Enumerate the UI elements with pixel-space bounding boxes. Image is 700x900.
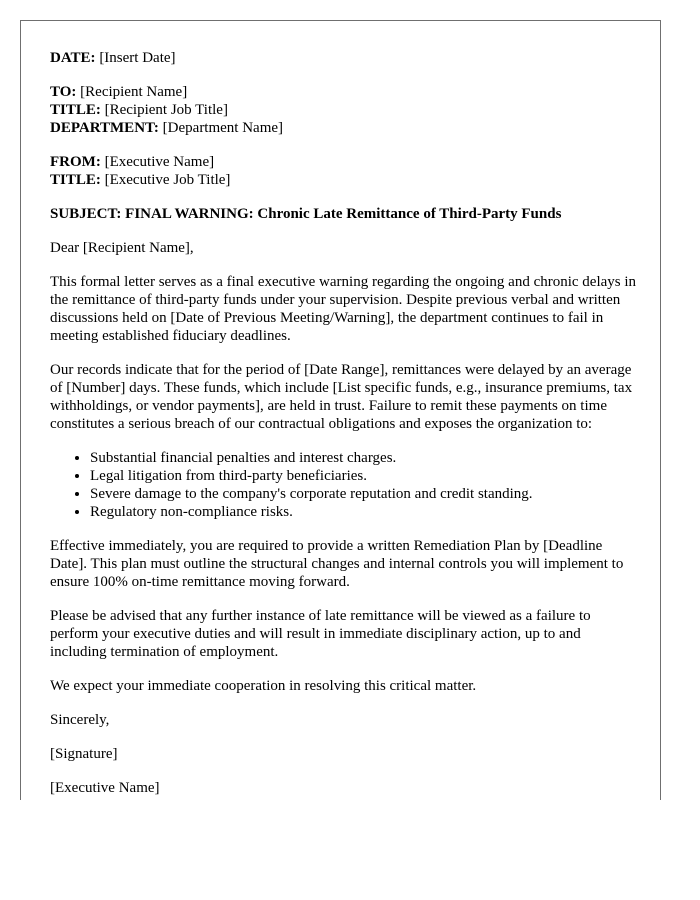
- sender-title-label: TITLE:: [50, 172, 101, 188]
- sign-off: Sincerely,: [50, 712, 110, 728]
- date-label: DATE:: [50, 50, 96, 66]
- salutation: Dear [Recipient Name],: [50, 240, 194, 256]
- executive-name: [Executive Name]: [50, 780, 160, 796]
- list-item: • Legal litigation from third-party beneficiaries.: [90, 467, 640, 485]
- body-paragraph-3: Effective immediately, you are required to provide a written Remediation Plan by [Deadline Date]. This plan must outline the structural changes and internal controls you will implement to ensure 100% on-time remittance moving forward.: [50, 538, 624, 590]
- to-label: TO:: [50, 84, 77, 100]
- department-value: [Department Name]: [158, 120, 284, 136]
- recipient-title-line: [50, 101, 640, 119]
- list-item: • Severe damage to the company's corporate reputation and credit standing.: [90, 485, 640, 503]
- sender-title-value: [Executive Job Title]: [100, 172, 231, 188]
- from-line: [50, 153, 640, 171]
- to-value: [Recipient Name]: [76, 84, 188, 100]
- body-paragraph-4: Please be advised that any further instance of late remittance will be viewed as a failure to perform your executive duties and will result in immediate disciplinary action, up to and including termination of employment.: [50, 608, 591, 660]
- sender-block: [50, 153, 640, 189]
- recipient-title-value: [Recipient Job Title]: [100, 102, 228, 118]
- body-paragraph-1: This formal letter serves as a final executive warning regarding the ongoing and chronic delays in the remittance of third-party funds under your supervision. Despite previous verbal and written discussions held on [Date of Previous Meeting/Warning], the department continues to fail in meeting established fiduciary deadlines.: [50, 274, 637, 344]
- to-line: [50, 83, 640, 101]
- date-line: [50, 49, 640, 67]
- department-line: [50, 119, 640, 137]
- list-item: • Regulatory non-compliance risks.: [90, 503, 640, 521]
- department-label: DEPARTMENT:: [50, 120, 159, 136]
- recipient-block: [50, 83, 640, 137]
- date-value: [Insert Date]: [95, 50, 176, 66]
- letter-page: [20, 20, 661, 800]
- from-label: FROM:: [50, 154, 101, 170]
- subject-line: SUBJECT: FINAL WARNING: Chronic Late Remittance of Third-Party Funds: [50, 206, 562, 222]
- letter-content: [50, 49, 640, 800]
- sender-title-line: [50, 171, 640, 189]
- list-item: • Substantial financial penalties and interest charges.: [90, 449, 640, 467]
- signature: [Signature]: [50, 746, 118, 762]
- body-paragraph-2: Our records indicate that for the period of [Date Range], remittances were delayed by an average of [Number] days. These funds, which include [List specific funds, e.g., insurance premiums, tax withholdings, or vendor payments], are held in trust. Failure to remit these payments on time constitutes a serious breach of our contractual obligations and exposes the organization to:: [50, 362, 633, 432]
- risk-list: [50, 449, 640, 521]
- date-block: [50, 49, 640, 67]
- body-paragraph-5: We expect your immediate cooperation in resolving this critical matter.: [50, 678, 477, 694]
- from-value: [Executive Name]: [100, 154, 215, 170]
- recipient-title-label: TITLE:: [50, 102, 101, 118]
